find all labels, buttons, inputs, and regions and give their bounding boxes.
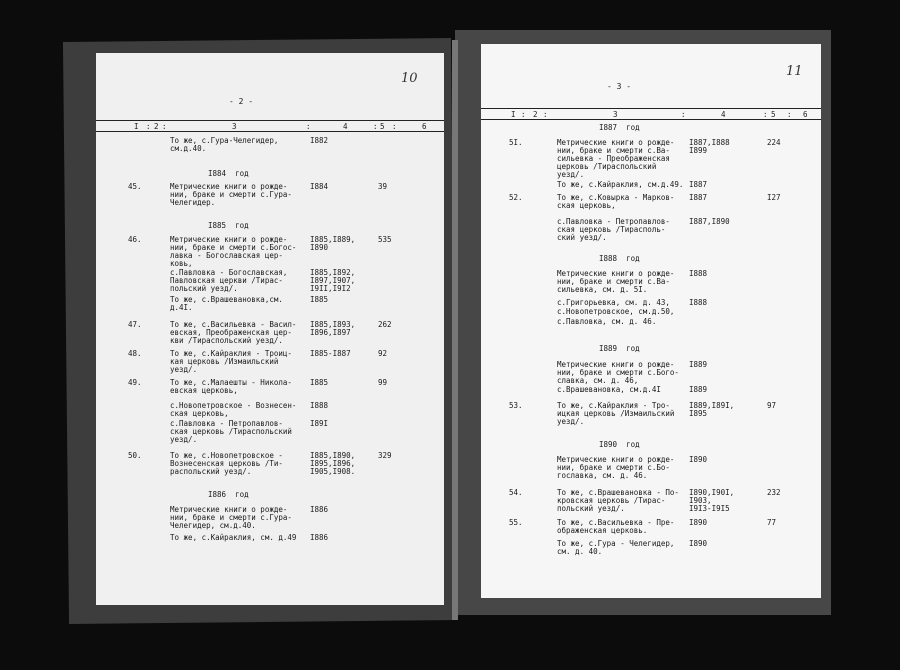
header-col-2: 2 — [533, 110, 538, 119]
right-page — [481, 44, 821, 598]
case-number: 50. — [128, 451, 142, 460]
record-description: с.Павловка - Богославская, Павловская церкви /Тирас- польский уезд/. — [170, 268, 288, 293]
record-years: I889 — [689, 385, 708, 394]
record-description: То же, с.Новопетровское - Вознесенская церковь /Ти- распольский уезд/. — [170, 451, 283, 476]
header-col-4: 4 — [343, 122, 348, 131]
record-years: I887 — [689, 193, 708, 202]
sheet-count: 99 — [378, 378, 388, 387]
sheet-count: 232 — [767, 488, 781, 497]
record-description: То же, с.Кайраклия, см.д.49. — [557, 180, 684, 189]
record-years: I885-I887 — [310, 349, 351, 358]
record-description: Метрические книги о рожде- нии, браке и смерти с.Гура- Челегидер, см.д.40. — [170, 505, 292, 530]
record-description: с.Григорьевка, см. д. 43, — [557, 298, 670, 307]
header-col-5: 5 — [380, 122, 385, 131]
case-number: 54. — [509, 488, 523, 497]
record-years: I885,I889, I890 — [310, 235, 356, 252]
record-description: Метрические книги о рожде- нии, браке и смерти с.Бого- славка, см. д. 46, — [557, 360, 679, 385]
case-number: 5I. — [509, 138, 523, 147]
record-years: I886 — [310, 505, 329, 514]
header-col-5: 5 — [771, 110, 776, 119]
record-years: I888 — [689, 269, 708, 278]
record-description: То же, с.Кайраклия, см. д.49 — [170, 533, 297, 542]
record-years: I885 — [310, 295, 329, 304]
record-years: I887 — [689, 180, 708, 189]
record-description: с.Новопетровское - Вознесен- ская церковь, — [170, 401, 297, 418]
header-col-4: 4 — [721, 110, 726, 119]
record-description: То же, с.Врашевановка - По- кровская церковь /Тирас- польский уезд/. — [557, 488, 679, 513]
record-description: То же, с.Ковырка - Марков- ская церковь, — [557, 193, 675, 210]
sheet-count: 77 — [767, 518, 777, 527]
header-col-6: 6 — [422, 122, 427, 131]
header-col-3: 3 — [613, 110, 618, 119]
record-description: Метрические книги о рожде- нии, браке и смерти с.Гура- Челегидер. — [170, 182, 292, 207]
record-description: с.Павловка - Петропавлов- ская церковь /Тирасполь- ский уезд/. — [557, 217, 670, 242]
left-page — [96, 53, 444, 605]
record-years: I889,I89I, I895 — [689, 401, 735, 418]
record-years: I882 — [310, 136, 329, 145]
case-number: 52. — [509, 193, 523, 202]
year-section-heading: I887 год — [599, 123, 640, 132]
record-years: I885,I892, I897,I907, I9II,I9I2 — [310, 268, 356, 293]
year-section-heading: I885 год — [208, 221, 249, 230]
case-number: 45. — [128, 182, 142, 191]
record-years: I884 — [310, 182, 329, 191]
header-col-6: 6 — [803, 110, 808, 119]
record-years: I885,I893, I896,I897 — [310, 320, 356, 337]
sheet-count: 535 — [378, 235, 392, 244]
record-description: с.Павловка - Петропавлов- ская церковь /Тираспольский уезд/. — [170, 419, 292, 444]
record-years: I889 — [689, 360, 708, 369]
sheet-count: 262 — [378, 320, 392, 329]
record-years: I89I — [310, 419, 329, 428]
record-description: То же, с.Врашевановка,см. д.4I. — [170, 295, 283, 312]
case-number: 49. — [128, 378, 142, 387]
sheet-count: 92 — [378, 349, 388, 358]
header-col-2: 2 — [154, 122, 159, 131]
left-table-header: I : 2 : 3 : 4 : 5 : 6 — [96, 120, 444, 132]
case-number: 47. — [128, 320, 142, 329]
sheet-count: 329 — [378, 451, 392, 460]
sheet-count: 39 — [378, 182, 388, 191]
left-page-number: - 2 - — [229, 97, 254, 106]
record-description: Метрические книги о рожде- нии, браке и смерти с.Богос- лавка - Богославская цер- ковь, — [170, 235, 297, 268]
record-description: То же, с.Гура-Челегидер, см.д.40. — [170, 136, 279, 153]
year-section-heading: I890 год — [599, 440, 640, 449]
right-handwritten-page-number: 11 — [786, 64, 803, 79]
year-section-heading: I888 год — [599, 254, 640, 263]
record-description: с.Павловка, см. д. 46. — [557, 317, 657, 326]
record-years: I890 — [689, 539, 708, 548]
sheet-count: 97 — [767, 401, 777, 410]
record-years: I890 — [689, 455, 708, 464]
record-years: I887,I890 — [689, 217, 730, 226]
header-col-1: I — [511, 110, 516, 119]
record-description: Метрические книги о рожде- нии, браке и смерти с.Бо- гославка, см. д. 46. — [557, 455, 675, 480]
header-col-3: 3 — [232, 122, 237, 131]
record-description: То же, с.Кайраклия - Тро- ицкая церковь /Измаильский уезд/. — [557, 401, 675, 426]
record-years: I885,I890, I895,I896, I905,I908. — [310, 451, 356, 476]
case-number: 48. — [128, 349, 142, 358]
record-description: Метрические книги о рожде- нии, браке и смерти с.Ва- сильевка, см. д. 5I. — [557, 269, 675, 294]
sheet-count: I27 — [767, 193, 781, 202]
record-years: I885 — [310, 378, 329, 387]
record-years: I888 — [310, 401, 329, 410]
book-gutter — [452, 40, 458, 620]
record-description: То же, с.Кайраклия - Троиц- кая церковь /Измаильский уезд/. — [170, 349, 292, 374]
record-years: I887,I888 I899 — [689, 138, 730, 155]
record-years: I888 — [689, 298, 708, 307]
record-years: I890,I90I, I903, I9I3-I9I5 — [689, 488, 735, 513]
record-description: То же, с.Малаешты - Никола- евская церковь, — [170, 378, 292, 395]
record-description: То же, с.Васильевка - Пре- ображенская церковь. — [557, 518, 675, 535]
right-page-number: - 3 - — [607, 82, 632, 91]
right-table-header: I : 2 : 3 : 4 : 5 : 6 — [481, 108, 821, 120]
record-description: То же, с.Гура - Челегидер, см. д. 40. — [557, 539, 675, 556]
case-number: 55. — [509, 518, 523, 527]
record-years: I890 — [689, 518, 708, 527]
header-col-1: I — [134, 122, 139, 131]
left-handwritten-page-number: 10 — [401, 71, 418, 86]
year-section-heading: I886 год — [208, 490, 249, 499]
case-number: 46. — [128, 235, 142, 244]
record-description: с.Новопетровское, см.д.50, — [557, 307, 675, 316]
year-section-heading: I884 год — [208, 169, 249, 178]
record-years: I886 — [310, 533, 329, 542]
sheet-count: 224 — [767, 138, 781, 147]
year-section-heading: I889 год — [599, 344, 640, 353]
case-number: 53. — [509, 401, 523, 410]
record-description: То же, с.Васильевка - Васил- евская, Преображенская цер- кви /Тираспольский уезд/. — [170, 320, 297, 345]
record-description: Метрические книги о рожде- нии, браке и смерти с.Ва- сильевка - Преображенская церковь /Тираспольский уезд/. — [557, 138, 675, 179]
record-description: с.Врашевановка, см.д.4I — [557, 385, 661, 394]
